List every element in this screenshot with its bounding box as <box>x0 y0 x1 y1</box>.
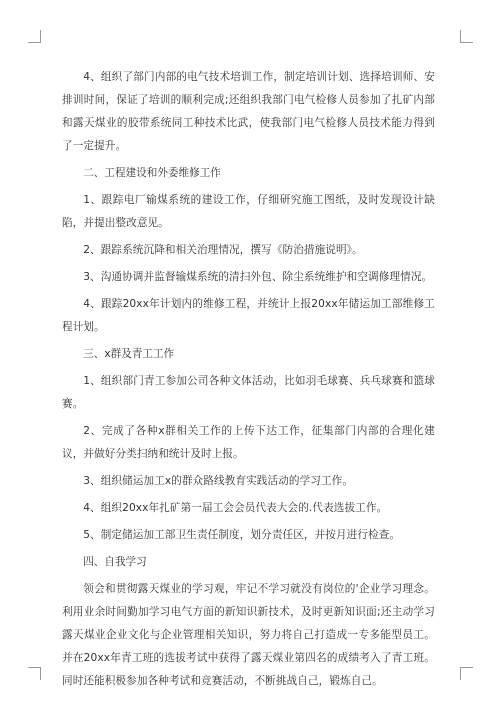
document-body <box>62 66 435 697</box>
paragraph: 4、组织了部门内部的电气技术培训工作，制定培训计划、选择培训师、安排训时间，保证了培训的顺利完成;还组织我部门电气检修人员参加了扎矿内部和露天煤业的胶带系统同工种技术比武，使我部门电气检修人员技术能力得到了一定提升。 <box>62 71 435 152</box>
section-heading: 四、自我学习 <box>83 556 147 568</box>
paragraph: 3、沟通协调并监督输煤系统的清扫外包、除尘系统维护和空调修理情况。 <box>83 271 433 283</box>
crop-mark-top-right <box>460 30 473 43</box>
paragraph: 1、组织部门青工参加公司各种文体活动，比如羽毛球赛、兵乓球赛和篮球赛。 <box>62 375 435 410</box>
paragraph: 2、跟踪系统沉降和相关治理情况，撰写《防治措施说明》。 <box>83 244 363 256</box>
paragraph: 4、组织20xx年扎矿第一届工会会员代表大会的.代表选拔工作。 <box>83 502 388 514</box>
crop-mark-bottom-right <box>460 667 473 680</box>
paragraph: 5、制定储运加工部卫生责任制度，划分责任区，并按月进行检查。 <box>83 529 401 541</box>
paragraph: 1、跟踪电厂输煤系统的建设工作，仔细研究施工图纸，及时发现设计缺陷，并提出整改意见。 <box>62 194 435 229</box>
section-heading: 二、工程建设和外委维修工作 <box>83 167 221 179</box>
paragraph: 2、完成了各种x群相关工作的上传下达工作，征集部门内部的合理化建议，并做好分类扫纳和统计及时上报。 <box>62 425 435 460</box>
paragraph: 3、组织储运加工x的群众路线教育实践活动的学习工作。 <box>83 475 354 487</box>
section-heading: 三、x群及青工工作 <box>83 348 175 360</box>
paragraph: 4、跟踪20xx年计划内的维修工程，并统计上报20xx年储运加工部维修工程计划。 <box>62 298 435 333</box>
crop-mark-top-left <box>28 30 41 43</box>
crop-mark-bottom-left <box>28 667 41 680</box>
paragraph: 领会和贯彻露天煤业的学习观，牢记不学习就没有岗位的'企业学习理念。利用业余时间勤加学习电气方面的新知识新技术，及时更新知识面;还主动学习露天煤业企业文化与企业管理相关知识，努力将自己打造成一专多能型员工。并在20xx年青工班的选拔考试中获得了露天煤业第四名的成绩考入了青工班。同时还能积极参加各种考试和竞赛活动，不断挑战自己，锻炼自己。 <box>62 583 435 687</box>
